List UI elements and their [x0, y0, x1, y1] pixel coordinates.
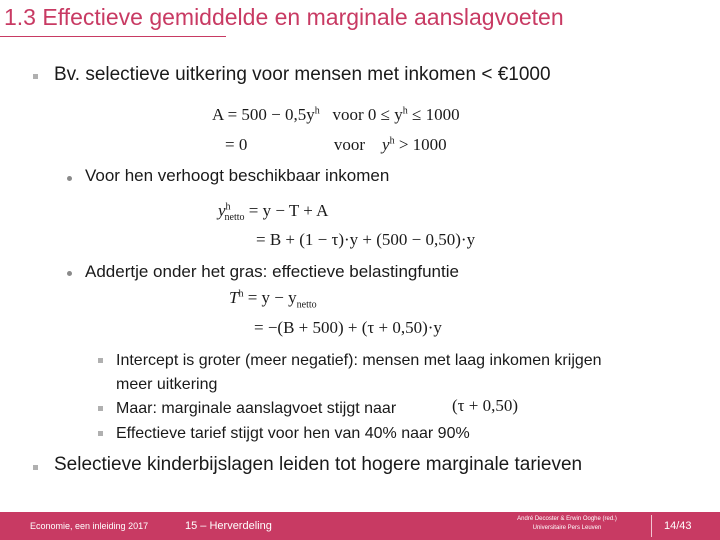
formula-t-line1: $T^h = y - y_{netto}$: [229, 288, 317, 311]
formula-netto-line1: $y^h_{netto} = y - T + A$: [218, 201, 329, 224]
footer-divider: [651, 515, 652, 537]
formula-netto-line2: = B + (1 − τ)·y + (500 − 0,50)·y: [256, 230, 476, 249]
sub-bullet-marker: [67, 176, 72, 181]
footer-authors-line1: André Decoster & Erwin Ooghe (red.): [517, 516, 617, 522]
title-underline: [0, 36, 226, 37]
formula-a-line2: = 0 voor $y^h > 1000$: [225, 135, 447, 154]
formula-t-line2: = −(B + 500) + (τ + 0,50)·y: [254, 318, 442, 337]
bullet-selective-benefit: Bv. selectieve uitkering voor mensen met inkomen < €1000: [54, 64, 551, 85]
footer-authors-line2: Universitaire Pers Leuven: [532, 525, 602, 531]
subsub-bullet-marker: [98, 431, 103, 436]
subsub-bullet-marker: [98, 358, 103, 363]
sub-bullet-effective-tax: Addertje onder het gras: effectieve belastingfuntie: [85, 262, 459, 281]
subsub-effective-rate: Effectieve tarief stijgt voor hen van 40% naar 90%: [116, 425, 470, 442]
formula-a-line1-cond: voor 0 ≤ y: [332, 105, 403, 124]
bullet-marker: [33, 74, 38, 79]
formula-netto-line1-rhs: = y − T + A: [248, 201, 329, 220]
bullet-marker: [33, 465, 38, 470]
sub-bullet-marker: [67, 271, 72, 276]
subsub-marginal-rate: Maar: marginale aanslagvoet stijgt naar: [116, 400, 397, 417]
bullet-child-benefits: Selectieve kinderbijslagen leiden tot hogere marginale tarieven: [54, 454, 583, 475]
subsub-bullet-marker: [98, 406, 103, 411]
formula-a-line2-rhs: > 1000: [398, 135, 447, 154]
sub-bullet-disposable-income: Voor hen verhoogt beschikbaar inkomen: [85, 166, 390, 185]
formula-a-line1: $A = 500 - 0,5y^h$ voor $0 \le y^h \le 1000$: [212, 105, 460, 124]
page-number: 14/43: [664, 520, 692, 532]
subsub-intercept-line1: Intercept is groter (meer negatief): mensen met laag inkomen krijgen: [116, 352, 602, 369]
footer-course: Economie, een inleiding 2017: [30, 521, 149, 531]
formula-t-line1-rhs: = y − y: [247, 288, 297, 307]
formula-a-line2-cond: voor: [333, 135, 366, 154]
formula-a-line2-lhs: = 0: [225, 135, 248, 154]
slide-title: 1.3 Effectieve gemiddelde en marginale aanslagvoeten: [4, 4, 564, 30]
formula-a-line1-lhs: A = 500 − 0,5y: [212, 105, 315, 124]
footer-authors: [492, 515, 642, 533]
footer-bar: [0, 512, 720, 540]
footer-chapter: 15 – Herverdeling: [185, 520, 272, 532]
subsub-intercept-line2: meer uitkering: [116, 376, 218, 393]
formula-a-line1-rhs: ≤ 1000: [412, 105, 460, 124]
formula-marginal-rate: (τ + 0,50): [452, 396, 518, 415]
